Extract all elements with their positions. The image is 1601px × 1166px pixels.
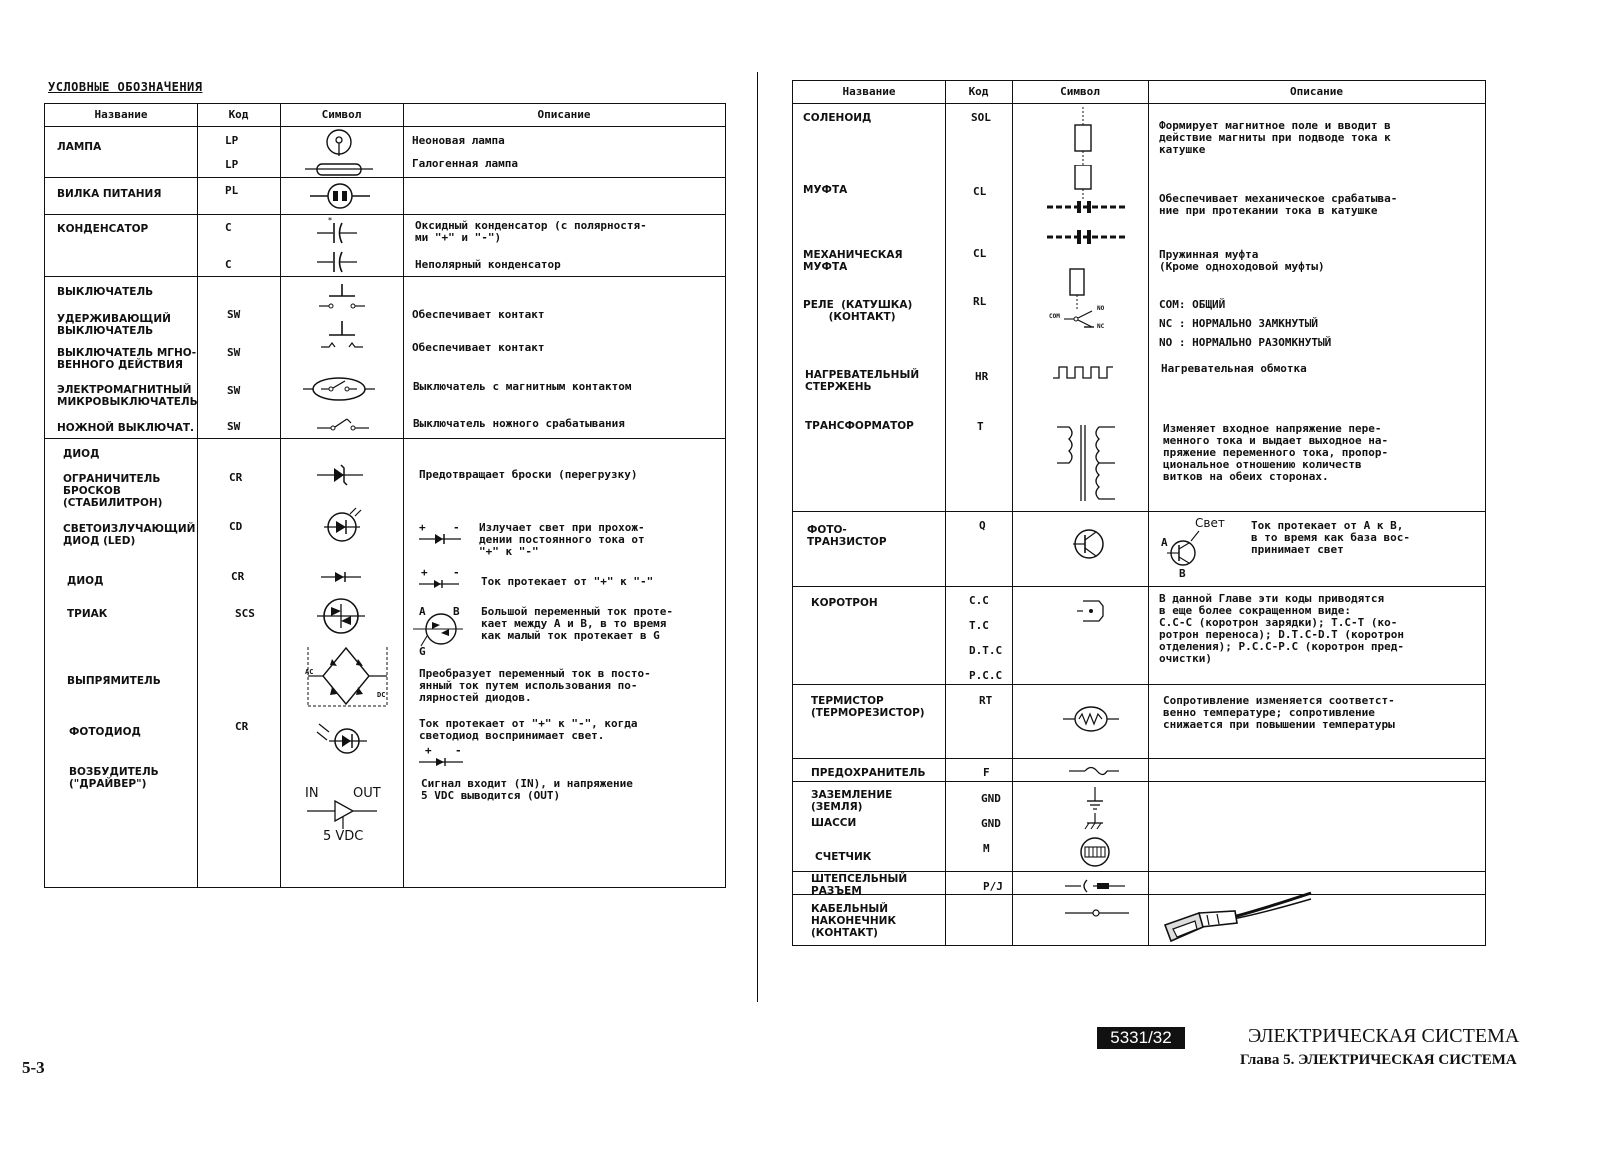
lamp-desc-1: Неоновая лампа bbox=[412, 134, 505, 147]
foot-switch-icon bbox=[317, 414, 369, 434]
header-name-right: Название bbox=[842, 85, 896, 98]
svg-text:*: * bbox=[328, 217, 332, 225]
capacitor-name: КОНДЕНСАТОР bbox=[57, 223, 149, 235]
meter-name: СЧЕТЧИК bbox=[815, 851, 872, 863]
capacitor-code-2: C bbox=[225, 258, 232, 271]
solenoid-desc: Формирует магнитное поле и вводит в действие магниты при подводе тока к катушке bbox=[1159, 119, 1391, 156]
foot-switch-name: НОЖНОЙ ВЫКЛЮЧАТ. bbox=[57, 422, 194, 434]
clutch-code: CL bbox=[973, 185, 987, 198]
driver-out-label: OUT bbox=[353, 786, 381, 801]
phototransistor-label-b: B bbox=[1179, 567, 1186, 580]
magnetic-switch-desc: Выключатель с магнитным контактом bbox=[413, 380, 632, 393]
phototransistor-code: Q bbox=[979, 519, 986, 532]
phototransistor-label-a: A bbox=[1161, 536, 1168, 549]
chassis-code: GND bbox=[981, 817, 1001, 830]
relay-code: RL bbox=[973, 295, 987, 308]
relay-desc-com: COM: ОБЩИЙ bbox=[1159, 298, 1226, 311]
legend-heading: УСЛОВНЫЕ ОБОЗНАЧЕНИЯ bbox=[48, 80, 203, 94]
diode-name: ДИОД bbox=[67, 575, 104, 587]
mechanical-clutch-code: CL bbox=[973, 247, 987, 260]
holding-switch-code: SW bbox=[227, 308, 241, 321]
neon-lamp-symbol-icon bbox=[305, 128, 375, 178]
triac-symbol-icon bbox=[317, 596, 367, 636]
led-code: CD bbox=[229, 520, 243, 533]
chapter-title: ЭЛЕКТРИЧЕСКАЯ СИСТЕМА bbox=[1248, 1025, 1520, 1047]
clutch-desc: Обеспечивает механическое срабатыва- ние при протекании тока в катушке bbox=[1159, 192, 1398, 217]
led-name: СВЕТОИЗЛУЧАЮЩИЙ ДИОД (LED) bbox=[63, 523, 196, 547]
transformer-name: ТРАНСФОРМАТОР bbox=[805, 420, 914, 432]
corotron-code-tc: T.C bbox=[969, 619, 989, 632]
driver-vdc-label: 5 VDC bbox=[323, 829, 364, 844]
chapter-subtitle: Глава 5. ЭЛЕКТРИЧЕСКАЯ СИСТЕМА bbox=[1240, 1052, 1517, 1068]
phototransistor-small-icon bbox=[1163, 529, 1203, 569]
photodiode-small-icon bbox=[419, 756, 463, 768]
foot-switch-desc: Выключатель ножного срабатывания bbox=[413, 417, 625, 430]
transformer-symbol-icon bbox=[1055, 423, 1125, 503]
page-number: 5-3 bbox=[22, 1058, 45, 1077]
header-code: Код bbox=[228, 108, 249, 121]
transformer-desc: Изменяет входное напряжение пере- менного тока и выдает выходное на- пряжение переменного тока, пропор- циональное отношению количеств витков на обеих сторонах. bbox=[1163, 422, 1389, 483]
cable-terminal-name: КАБЕЛЬНЫЙ НАКОНЕЧНИК (КОНТАКТ) bbox=[811, 903, 897, 939]
led-small-diode-icon bbox=[419, 532, 461, 546]
led-plus: + bbox=[419, 521, 426, 534]
triac-desc: Большой переменный ток проте- кает между A и B, в то время как малый ток протекает в G bbox=[481, 605, 674, 642]
photodiode-plus: + bbox=[425, 744, 432, 757]
holding-switch-name: УДЕРЖИВАЮЩИЙ ВЫКЛЮЧАТЕЛЬ bbox=[57, 313, 171, 337]
momentary-switch-name: ВЫКЛЮЧАТЕЛЬ МГНО- ВЕННОГО ДЕЙСТВИЯ bbox=[57, 347, 197, 371]
triac-label-b: B bbox=[453, 605, 460, 618]
diode-code: CR bbox=[231, 570, 245, 583]
limiter-name: ОГРАНИЧИТЕЛЬ БРОСКОВ (СТАБИЛИТРОН) bbox=[63, 473, 163, 509]
magnetic-switch-icon bbox=[303, 374, 375, 404]
magnetic-switch-code: SW bbox=[227, 384, 241, 397]
momentary-switch-icon bbox=[317, 317, 367, 351]
magnetic-switch-name: ЭЛЕКТРОМАГНИТНЫЙ МИКРОВЫКЛЮЧАТЕЛЬ bbox=[57, 384, 198, 408]
heater-symbol-icon bbox=[1051, 364, 1115, 380]
relay-desc-nc: NC : НОРМАЛЬНО ЗАМКНУТЫЙ bbox=[1159, 317, 1318, 330]
relay-no-label: NO bbox=[1097, 305, 1105, 312]
rectifier-dc-label: DC bbox=[377, 691, 386, 699]
holding-switch-desc: Обеспечивает контакт bbox=[412, 308, 545, 321]
driver-amplifier-icon bbox=[307, 799, 377, 833]
diode-plus: + bbox=[421, 566, 428, 579]
mechanical-clutch-desc: Пружинная муфта (Кроме одноходовой муфты) bbox=[1159, 248, 1325, 273]
header-symbol: Символ bbox=[321, 108, 362, 121]
driver-name: ВОЗБУДИТЕЛЬ ("ДРАЙВЕР") bbox=[69, 766, 159, 790]
photodiode-minus: - bbox=[455, 744, 462, 757]
corotron-code-pcc: P.C.C bbox=[969, 669, 1003, 682]
heater-code: HR bbox=[975, 370, 989, 383]
thermistor-name: ТЕРМИСТОР (ТЕРМОРЕЗИСТОР) bbox=[811, 695, 925, 719]
meter-code: M bbox=[983, 842, 990, 855]
power-plug-symbol-icon bbox=[310, 182, 370, 210]
holding-switch-icon bbox=[317, 280, 367, 310]
clutch-symbol-icon bbox=[1047, 165, 1127, 215]
ground-name: ЗАЗЕМЛЕНИЕ (ЗЕМЛЯ) bbox=[811, 789, 893, 813]
diode-group-name: ДИОД bbox=[63, 448, 100, 460]
phototransistor-name: ФОТО- ТРАНЗИСТОР bbox=[807, 524, 887, 548]
triac-label-a: A bbox=[419, 605, 426, 618]
relay-name: РЕЛЕ (КАТУШКА) (КОНТАКТ) bbox=[803, 299, 913, 323]
phototransistor-symbol-icon bbox=[1069, 527, 1109, 561]
corotron-name: КОРОТРОН bbox=[811, 597, 878, 609]
diode-desc: Ток протекает от "+" к "-" bbox=[481, 575, 654, 588]
left-symbols-table bbox=[44, 103, 726, 888]
corotron-code-dtc: D.T.C bbox=[969, 644, 1003, 657]
lamp-name: ЛАМПА bbox=[57, 141, 102, 153]
momentary-switch-code: SW bbox=[227, 346, 241, 359]
triac-name: ТРИАК bbox=[67, 608, 108, 620]
nonpolar-capacitor-icon bbox=[317, 250, 357, 274]
solenoid-code: SOL bbox=[971, 111, 991, 124]
heater-name: НАГРЕВАТЕЛЬНЫЙ СТЕРЖЕНЬ bbox=[805, 369, 920, 393]
photodiode-name: ФОТОДИОД bbox=[69, 726, 141, 738]
foot-switch-code: SW bbox=[227, 420, 241, 433]
page-divider bbox=[757, 72, 758, 1002]
header-desc-right: Описание bbox=[1290, 85, 1343, 98]
capacitor-code-1: C bbox=[225, 221, 232, 234]
fuse-symbol-icon bbox=[1069, 764, 1119, 778]
plug-jack-name: ШТЕПСЕЛЬНЫЙ РАЗЪЕМ bbox=[811, 873, 908, 897]
diode-small-icon bbox=[419, 578, 459, 590]
rectifier-ac-label: AC bbox=[305, 668, 314, 676]
switch-group-name: ВЫКЛЮЧАТЕЛЬ bbox=[57, 286, 154, 298]
lamp-code-1: LP bbox=[225, 134, 239, 147]
rectifier-name: ВЫПРЯМИТЕЛЬ bbox=[67, 675, 161, 687]
triac-label-g: G bbox=[419, 645, 426, 658]
lamp-code-2: LP bbox=[225, 158, 239, 171]
mechanical-clutch-icon bbox=[1047, 227, 1127, 247]
diode-symbol-icon bbox=[321, 570, 361, 584]
led-symbol-icon bbox=[320, 506, 366, 544]
clutch-name: МУФТА bbox=[803, 184, 848, 196]
phototransistor-desc: Ток протекает от A к B, в то время как база вос- принимает свет bbox=[1251, 519, 1410, 556]
solenoid-name: СОЛЕНОИД bbox=[803, 112, 872, 124]
polar-capacitor-icon bbox=[317, 217, 357, 247]
diode-minus: - bbox=[453, 566, 460, 579]
driver-in-label: IN bbox=[305, 786, 319, 801]
mechanical-clutch-name: МЕХАНИЧЕСКАЯ МУФТА bbox=[803, 249, 903, 273]
header-symbol-right: Символ bbox=[1060, 85, 1100, 98]
transformer-code: T bbox=[977, 420, 984, 433]
plug-name: ВИЛКА ПИТАНИЯ bbox=[57, 188, 162, 200]
fuse-code: F bbox=[983, 766, 990, 779]
corotron-symbol-icon bbox=[1077, 598, 1111, 624]
photodiode-symbol-icon bbox=[315, 718, 369, 754]
triac-code: SCS bbox=[235, 607, 255, 620]
chassis-name: ШАССИ bbox=[811, 817, 857, 829]
phototransistor-light-label: Свет bbox=[1195, 516, 1225, 530]
thermistor-symbol-icon bbox=[1063, 703, 1119, 735]
header-name: Название bbox=[94, 108, 148, 121]
relay-com-label: COM bbox=[1049, 313, 1060, 320]
ground-code: GND bbox=[981, 792, 1001, 805]
header-desc: Описание bbox=[537, 108, 591, 121]
crimp-terminal-image-icon bbox=[1163, 889, 1313, 945]
plug-jack-symbol-icon bbox=[1065, 878, 1125, 894]
plug-code: PL bbox=[225, 184, 239, 197]
right-symbols-table bbox=[792, 80, 1486, 946]
cable-terminal-symbol-icon bbox=[1065, 907, 1129, 919]
header-code-right: Код bbox=[968, 85, 989, 98]
zener-diode-icon bbox=[317, 462, 363, 488]
capacitor-desc-2: Неполярный конденсатор bbox=[415, 258, 561, 271]
rectifier-bridge-icon bbox=[303, 642, 393, 712]
limiter-desc: Предотвращает броски (перегрузку) bbox=[419, 468, 638, 481]
driver-desc: Сигнал входит (IN), и напряжение 5 VDC выводится (OUT) bbox=[421, 777, 633, 802]
photodiode-code: CR bbox=[235, 720, 249, 733]
triac-small-icon bbox=[413, 612, 463, 650]
thermistor-desc: Сопротивление изменяется соответст- венно температуре; сопротивление снижается при повышении температуры bbox=[1163, 694, 1395, 731]
corotron-desc: В данной Главе эти коды приводятся в еще более сокращенном виде: C.C-C (коротрон зарядки); T.C-T (ко- ротрон переноса); D.T.C-D.T (коротрон отделения); P.C.C-P.C (коротрон пред- очистки) bbox=[1159, 592, 1405, 665]
model-badge: 5331/32 bbox=[1097, 1027, 1185, 1049]
capacitor-desc-1: Оксидный конденсатор (с полярностя- ми "+" и "-") bbox=[415, 219, 647, 244]
plug-jack-code: P/J bbox=[983, 880, 1003, 893]
limiter-code: CR bbox=[229, 471, 243, 484]
lamp-desc-2: Галогенная лампа bbox=[412, 157, 518, 170]
heater-desc: Нагревательная обмотка bbox=[1161, 362, 1307, 375]
led-minus: - bbox=[453, 521, 460, 534]
photodiode-desc: Ток протекает от "+" к "-", когда светодиод воспринимает свет. bbox=[419, 717, 638, 742]
ground-symbol-icon bbox=[1081, 787, 1111, 833]
relay-nc-label: NC bbox=[1097, 323, 1105, 330]
meter-counter-icon bbox=[1077, 836, 1113, 868]
relay-desc-no: NO : НОРМАЛЬНО РАЗОМКНУТЫЙ bbox=[1159, 336, 1332, 349]
solenoid-coil-icon bbox=[1069, 107, 1099, 167]
rectifier-desc: Преобразует переменный ток в посто- янный ток путем использования по- лярностей диодов. bbox=[419, 667, 651, 704]
corotron-code-cc: C.C bbox=[969, 594, 989, 607]
momentary-switch-desc: Обеспечивает контакт bbox=[412, 341, 545, 354]
thermistor-code: RT bbox=[979, 694, 993, 707]
fuse-name: ПРЕДОХРАНИТЕЛЬ bbox=[811, 767, 926, 779]
led-desc: Излучает свет при прохож- дении постоянного тока от "+" к "-" bbox=[479, 521, 645, 558]
